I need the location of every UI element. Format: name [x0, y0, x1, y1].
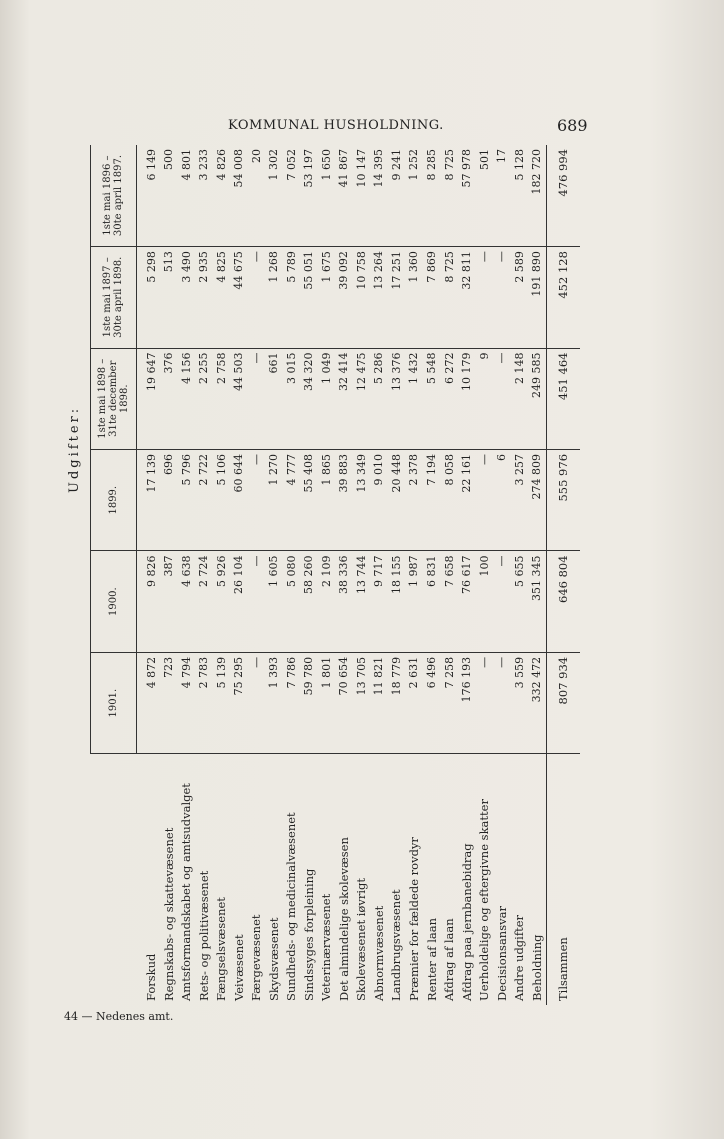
- row-label: Veterinærvæsenet: [318, 754, 336, 1005]
- value-cell: 513: [160, 247, 178, 348]
- column-header: [90, 652, 136, 753]
- value-cell: 7 052: [283, 145, 301, 247]
- value-cell: 2 255: [195, 348, 213, 449]
- value-cell: 7 658: [440, 551, 458, 652]
- value-cell: 6 831: [423, 551, 441, 652]
- value-cell: 2 148: [510, 348, 528, 449]
- value-cell: 20 448: [388, 449, 406, 550]
- table-row: [248, 145, 266, 1005]
- value-cell: 2 378: [405, 449, 423, 550]
- row-label: Veivæsenet: [230, 754, 248, 1005]
- value-cell: 70 654: [335, 652, 353, 753]
- value-cell: 59 780: [300, 652, 318, 753]
- value-cell: 191 890: [528, 247, 546, 348]
- row-label: Skydsvæsenet: [265, 754, 283, 1005]
- value-cell: 4 872: [143, 652, 161, 753]
- column-header: [90, 348, 136, 449]
- value-cell: 5 106: [213, 449, 231, 550]
- value-cell: 39 883: [335, 449, 353, 550]
- value-cell: 9 717: [370, 551, 388, 652]
- value-cell: 1 801: [318, 652, 336, 753]
- table-row: [335, 145, 353, 1005]
- value-cell: 2 589: [510, 247, 528, 348]
- value-cell: 351 345: [528, 551, 546, 652]
- row-label: Uerholdelige og eftergivne skatter: [475, 754, 493, 1005]
- table-row: [213, 145, 231, 1005]
- value-cell: 9 826: [143, 551, 161, 652]
- value-cell: 13 705: [353, 652, 371, 753]
- value-cell: 2 724: [195, 551, 213, 652]
- value-cell: 1 393: [265, 652, 283, 753]
- value-cell: 1 360: [405, 247, 423, 348]
- value-cell: —: [248, 551, 266, 652]
- value-cell: 55 051: [300, 247, 318, 348]
- total-label: Tilsammen: [546, 754, 580, 1005]
- table-row: [405, 145, 423, 1005]
- value-cell: —: [475, 449, 493, 550]
- banner-row: [60, 145, 90, 1005]
- row-label: Præmier for fældede rovdyr: [405, 754, 423, 1005]
- table-row: [160, 145, 178, 1005]
- value-cell: 176 193: [458, 652, 476, 753]
- table-row: [353, 145, 371, 1005]
- value-cell: 661: [265, 348, 283, 449]
- value-cell: 41 867: [335, 145, 353, 247]
- value-cell: 13 349: [353, 449, 371, 550]
- table-row: [493, 145, 511, 1005]
- value-cell: 1 270: [265, 449, 283, 550]
- table-row: [423, 145, 441, 1005]
- value-cell: 18 155: [388, 551, 406, 652]
- row-label: Skolevæsenet iøvrigt: [353, 754, 371, 1005]
- row-label: Fængselsvæsenet: [213, 754, 231, 1005]
- value-cell: 376: [160, 348, 178, 449]
- value-cell: 4 801: [178, 145, 196, 247]
- value-cell: 13 376: [388, 348, 406, 449]
- value-cell: —: [493, 247, 511, 348]
- value-cell: —: [475, 652, 493, 753]
- column-header-line: 1ste mai 1896 –: [102, 155, 113, 236]
- value-cell: 44 675: [230, 247, 248, 348]
- table-row: [528, 145, 546, 1005]
- row-label: Beholdning: [528, 754, 546, 1005]
- value-cell: 7 869: [423, 247, 441, 348]
- value-cell: 8 058: [440, 449, 458, 550]
- page-header: [0, 118, 724, 140]
- row-label: Færgevæsenet: [248, 754, 266, 1005]
- value-cell: 39 092: [335, 247, 353, 348]
- page-footer: 44 — Nedenes amt.: [64, 1010, 174, 1023]
- value-cell: 274 809: [528, 449, 546, 550]
- value-cell: 1 302: [265, 145, 283, 247]
- column-header-line: 30te april 1897.: [113, 154, 124, 237]
- table-row: [370, 145, 388, 1005]
- column-header-line: 30te april 1898.: [113, 256, 124, 338]
- table-row: [458, 145, 476, 1005]
- banner-spacer: [60, 754, 90, 1005]
- table-row: [510, 145, 528, 1005]
- value-cell: 1 650: [318, 145, 336, 247]
- value-cell: 500: [160, 145, 178, 247]
- value-cell: 5 286: [370, 348, 388, 449]
- value-cell: 4 777: [283, 449, 301, 550]
- value-cell: 1 987: [405, 551, 423, 652]
- column-header: [90, 449, 136, 550]
- value-cell: 14 395: [370, 145, 388, 247]
- value-cell: —: [248, 449, 266, 550]
- value-cell: 60 644: [230, 449, 248, 550]
- value-cell: 2 109: [318, 551, 336, 652]
- value-cell: 8 725: [440, 247, 458, 348]
- value-cell: 75 295: [230, 652, 248, 753]
- table-row: [318, 145, 336, 1005]
- table-row: [178, 145, 196, 1005]
- value-cell: 7 258: [440, 652, 458, 753]
- rotated-table: [60, 145, 580, 1005]
- total-value-cell: 451 464: [546, 348, 580, 449]
- value-cell: 9: [475, 348, 493, 449]
- row-label: Afdrag af laan: [440, 754, 458, 1005]
- value-cell: 54 008: [230, 145, 248, 247]
- column-header-line: 1ste mai 1897 –: [102, 257, 113, 338]
- value-cell: 6 496: [423, 652, 441, 753]
- value-cell: 387: [160, 551, 178, 652]
- total-row: [546, 145, 580, 1005]
- value-cell: 501: [475, 145, 493, 247]
- table-row: [475, 145, 493, 1005]
- value-cell: 26 104: [230, 551, 248, 652]
- value-cell: 17 251: [388, 247, 406, 348]
- row-label: Decisionsansvar: [493, 754, 511, 1005]
- page-number: 689: [557, 116, 588, 135]
- table-row: [283, 145, 301, 1005]
- value-cell: 1 049: [318, 348, 336, 449]
- value-cell: 34 320: [300, 348, 318, 449]
- value-cell: 6 272: [440, 348, 458, 449]
- value-cell: —: [475, 247, 493, 348]
- column-header: [90, 145, 136, 247]
- column-header-line: 1898.: [118, 384, 130, 414]
- row-label: Sindssyges forpleining: [300, 754, 318, 1005]
- value-cell: 7 786: [283, 652, 301, 753]
- row-label: Rets- og politivæsenet: [195, 754, 213, 1005]
- value-cell: 5 128: [510, 145, 528, 247]
- table-row: [440, 145, 458, 1005]
- value-cell: 1 675: [318, 247, 336, 348]
- row-label: Afdrag paa jernbanebidrag: [458, 754, 476, 1005]
- value-cell: 5 926: [213, 551, 231, 652]
- value-cell: 4 825: [213, 247, 231, 348]
- value-cell: 696: [160, 449, 178, 550]
- value-cell: 22 161: [458, 449, 476, 550]
- value-cell: 19 647: [143, 348, 161, 449]
- value-cell: 13 744: [353, 551, 371, 652]
- row-label: Sundheds- og medicinalvæsenet: [283, 754, 301, 1005]
- total-value-cell: 807 934: [546, 652, 580, 753]
- value-cell: 9 010: [370, 449, 388, 550]
- table-banner: Udgifter:: [60, 145, 90, 754]
- value-cell: 4 794: [178, 652, 196, 753]
- value-cell: 9 241: [388, 145, 406, 247]
- value-cell: 1 605: [265, 551, 283, 652]
- value-cell: —: [248, 652, 266, 753]
- row-label: Landbrugsvæsenet: [388, 754, 406, 1005]
- table-row: [265, 145, 283, 1005]
- table-row: [300, 145, 318, 1005]
- value-cell: 3 490: [178, 247, 196, 348]
- value-cell: 11 821: [370, 652, 388, 753]
- value-cell: 5 796: [178, 449, 196, 550]
- value-cell: 6 149: [143, 145, 161, 247]
- value-cell: 58 260: [300, 551, 318, 652]
- expenditure-table: [60, 145, 580, 1005]
- row-label: Andre udgifter: [510, 754, 528, 1005]
- value-cell: 32 414: [335, 348, 353, 449]
- value-cell: 249 585: [528, 348, 546, 449]
- value-cell: —: [493, 551, 511, 652]
- row-label: Det almindelige skolevæsen: [335, 754, 353, 1005]
- value-cell: —: [248, 247, 266, 348]
- value-cell: 3 559: [510, 652, 528, 753]
- row-label: Forskud: [143, 754, 161, 1005]
- column-header-line: 1900.: [107, 587, 119, 616]
- value-cell: 1 252: [405, 145, 423, 247]
- header-label-spacer: [90, 754, 136, 1005]
- value-cell: 38 336: [335, 551, 353, 652]
- value-cell: 2 783: [195, 652, 213, 753]
- value-cell: 723: [160, 652, 178, 753]
- rotated-table-frame: [60, 145, 580, 1005]
- value-cell: 5 789: [283, 247, 301, 348]
- column-header-line: 31te december: [107, 360, 119, 437]
- row-label: Amtsformandskabet og amtsudvalget: [178, 754, 196, 1005]
- value-cell: 18 779: [388, 652, 406, 753]
- table-row: [230, 145, 248, 1005]
- row-label: Regnskabs- og skattevæsenet: [160, 754, 178, 1005]
- total-value-cell: 646 804: [546, 551, 580, 652]
- value-cell: 1 268: [265, 247, 283, 348]
- row-label: Renter af laan: [423, 754, 441, 1005]
- value-cell: 3 233: [195, 145, 213, 247]
- value-cell: 17 139: [143, 449, 161, 550]
- value-cell: 76 617: [458, 551, 476, 652]
- value-cell: 6: [493, 449, 511, 550]
- value-cell: 2 631: [405, 652, 423, 753]
- value-cell: 10 758: [353, 247, 371, 348]
- value-cell: 32 811: [458, 247, 476, 348]
- column-header-line: 1899.: [107, 485, 119, 515]
- total-value-cell: 555 976: [546, 449, 580, 550]
- value-cell: —: [493, 652, 511, 753]
- value-cell: 182 720: [528, 145, 546, 247]
- column-header: [90, 247, 136, 348]
- value-cell: 100: [475, 551, 493, 652]
- value-cell: 332 472: [528, 652, 546, 753]
- value-cell: 3 015: [283, 348, 301, 449]
- table-row: [143, 145, 161, 1005]
- value-cell: 5 298: [143, 247, 161, 348]
- value-cell: 1 432: [405, 348, 423, 449]
- column-header-line: 1ste mai 1898 –: [96, 358, 108, 439]
- value-cell: 8 285: [423, 145, 441, 247]
- value-cell: 5 080: [283, 551, 301, 652]
- value-cell: 4 156: [178, 348, 196, 449]
- value-cell: 2 758: [213, 348, 231, 449]
- value-cell: —: [248, 348, 266, 449]
- value-cell: 10 147: [353, 145, 371, 247]
- column-header: [90, 551, 136, 652]
- value-cell: 53 197: [300, 145, 318, 247]
- value-cell: 3 257: [510, 449, 528, 550]
- value-cell: 5 655: [510, 551, 528, 652]
- value-cell: 8 725: [440, 145, 458, 247]
- total-value-cell: 452 128: [546, 247, 580, 348]
- table-row: [195, 145, 213, 1005]
- value-cell: 17: [493, 145, 511, 247]
- value-cell: 4 826: [213, 145, 231, 247]
- value-cell: —: [493, 348, 511, 449]
- column-header-line: 1901.: [107, 688, 119, 718]
- value-cell: 2 722: [195, 449, 213, 550]
- value-cell: 10 179: [458, 348, 476, 449]
- value-cell: 13 264: [370, 247, 388, 348]
- value-cell: 4 638: [178, 551, 196, 652]
- value-cell: 5 548: [423, 348, 441, 449]
- value-cell: 12 475: [353, 348, 371, 449]
- total-value-cell: 476 994: [546, 145, 580, 247]
- table-row: [388, 145, 406, 1005]
- value-cell: 20: [248, 145, 266, 247]
- row-label: Abnormvæsenet: [370, 754, 388, 1005]
- column-header-row: [90, 145, 136, 1005]
- value-cell: 55 408: [300, 449, 318, 550]
- value-cell: 57 978: [458, 145, 476, 247]
- value-cell: 5 139: [213, 652, 231, 753]
- value-cell: 7 194: [423, 449, 441, 550]
- page-title: KOMMUNAL HUSHOLDNING.: [228, 118, 444, 133]
- value-cell: 2 935: [195, 247, 213, 348]
- value-cell: 1 865: [318, 449, 336, 550]
- value-cell: 44 503: [230, 348, 248, 449]
